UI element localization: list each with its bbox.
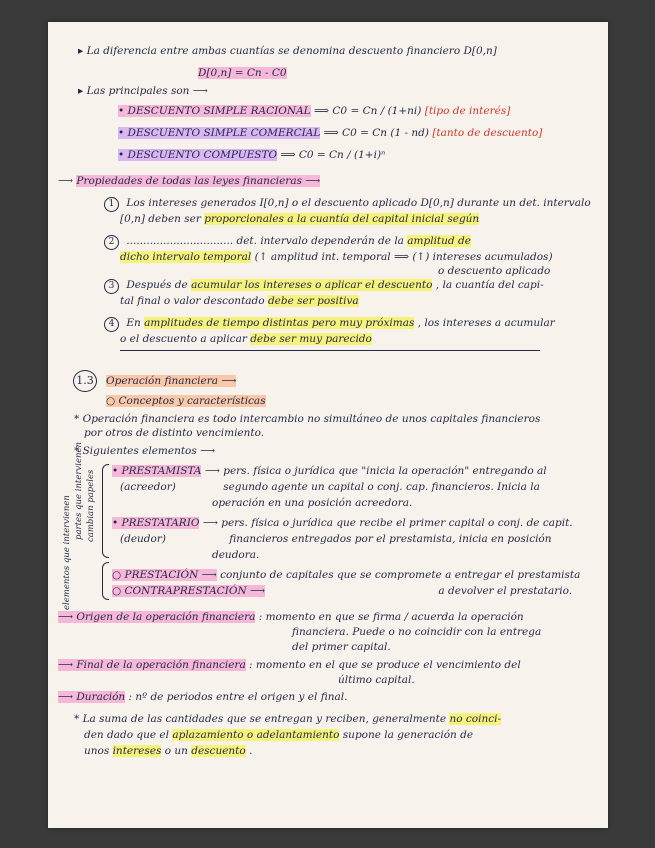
highlight: aplazamiento o adelantamiento [172, 729, 340, 741]
text: , la cuantía del capi- [435, 279, 544, 291]
text: . [249, 745, 253, 757]
number-circle: 2 [104, 235, 119, 250]
text-line [78, 84, 208, 98]
term: ⟶ Final de la operación financiera [58, 659, 246, 671]
text-line [74, 712, 501, 726]
term: ⟶ Duración [58, 691, 126, 703]
text: supone la generación de [342, 729, 474, 741]
formula [198, 66, 287, 80]
heading-text: Operación financiera ⟶ [106, 375, 237, 387]
text-line [104, 234, 471, 250]
text-line [212, 496, 412, 510]
highlight: no coinci- [449, 713, 501, 725]
highlight: proporcionales a la cuantía del capital inicial según [204, 213, 480, 225]
text-line [112, 464, 547, 478]
text-line [118, 148, 385, 162]
section-number: 1.3 [73, 370, 97, 392]
brace [102, 464, 109, 558]
formula: ⟹ C0 = Cn / (1+i)ⁿ [280, 149, 386, 161]
text: ⟶ pers. física o jurídica que "inicia la operación" entregando al [204, 465, 547, 477]
text: (↑ amplitud int. temporal ⟹ (↑) intereses acumulados) [254, 251, 553, 263]
text: tal final o valor descontado [120, 295, 268, 307]
text-line [120, 294, 359, 308]
side-label: partes que intervienen [74, 442, 84, 540]
text: * Siguientes elementos ⟶ [74, 445, 216, 457]
highlight: intereses [112, 745, 162, 757]
text: segundo agente un capital o conj. cap. financieros. Inicia la [223, 481, 540, 493]
text-line [84, 728, 473, 742]
highlight: amplitud de [407, 235, 471, 247]
text-line [58, 610, 524, 624]
number-circle: 1 [104, 197, 119, 212]
highlight: debe ser muy parecido [250, 333, 372, 345]
text-line [74, 412, 540, 426]
brace [102, 562, 109, 600]
notebook-page [48, 22, 608, 828]
text-line [58, 658, 521, 672]
heading-text: Propiedades de todas las leyes financieras ⟶ [76, 175, 321, 187]
text: o el descuento a aplicar [120, 333, 251, 345]
text: financiera. Puede o no coincidir con la entrega [292, 626, 542, 638]
text-line [120, 250, 553, 264]
discount-type: • DESCUENTO SIMPLE RACIONAL [118, 105, 311, 117]
text: (deudor) [120, 533, 166, 545]
formula: ⟹ C0 = Cn / (1+ni) [314, 105, 422, 117]
side-label: cambian papeles [86, 469, 96, 542]
text: ................................ det. intervalo dependerán de la [126, 235, 408, 247]
text: o un [164, 745, 192, 757]
text: den dado que el [84, 729, 173, 741]
discount-type: • DESCUENTO COMPUESTO [118, 149, 278, 161]
text: ⟶ pers. física o jurídica que recibe el primer capital o conj. de capit. [202, 517, 573, 529]
text: a devolver el prestatario. [438, 585, 573, 597]
text-line [74, 444, 215, 458]
text: [0,n] deben ser [120, 213, 205, 225]
text-line [78, 44, 497, 58]
text-line [58, 690, 347, 704]
text-line [104, 316, 555, 332]
text-line [112, 516, 573, 530]
text-line [112, 568, 580, 582]
note: [tipo de interés] [424, 105, 511, 117]
number-circle: 4 [104, 317, 119, 332]
text: financieros entregados por el prestamista, inicia en posición [229, 533, 552, 545]
subheading-text: ○ Conceptos y características [106, 395, 266, 407]
text-line [212, 548, 259, 562]
text-line [438, 264, 550, 278]
text: último capital. [338, 674, 415, 686]
subheading [106, 394, 266, 408]
highlight: amplitudes de tiempo distintas pero muy próximas [144, 317, 415, 329]
text: deudora. [212, 549, 260, 561]
highlight: dicho intervalo temporal [120, 251, 252, 263]
text: * La suma de las cantidades que se entregan y reciben, generalmente [74, 713, 450, 725]
text: del primer capital. [292, 641, 391, 653]
text: : momento en que se firma / acuerda la operación [258, 611, 524, 623]
text: conjunto de capitales que se compromete a entregar el prestamista [220, 569, 581, 581]
term: ○ CONTRAPRESTACIÓN ⟶ [112, 585, 266, 597]
text: por otros de distinto vencimiento. [84, 427, 265, 439]
text-line [112, 584, 572, 598]
underline-rule [120, 350, 540, 351]
text: Después de [126, 279, 192, 291]
side-label: elementos que intervienen [62, 495, 72, 610]
term: • PRESTATARIO [112, 517, 200, 529]
arrow: ⟶ [58, 175, 74, 187]
text: (acreedor) [120, 481, 176, 493]
text-line [118, 126, 542, 140]
text-line [292, 640, 391, 654]
text-line [104, 196, 591, 212]
text: , los intereses a acumular [417, 317, 555, 329]
number-circle: 3 [104, 279, 119, 294]
text-line [84, 744, 252, 758]
highlight: descuento [191, 745, 246, 757]
term: ○ PRESTACIÓN ⟶ [112, 569, 217, 581]
text-line [118, 104, 510, 118]
text: o descuento aplicado [438, 265, 551, 277]
note: [tanto de descuento] [432, 127, 543, 139]
discount-type: • DESCUENTO SIMPLE COMERCIAL [118, 127, 321, 139]
text-line [338, 673, 415, 687]
term: ⟶ Origen de la operación financiera [58, 611, 256, 623]
text-line [104, 278, 544, 294]
text: unos [84, 745, 113, 757]
text-line [120, 332, 372, 346]
text-line [120, 532, 552, 546]
text: * Operación financiera es todo intercambio no simultáneo de unos capitales financieros [74, 413, 541, 425]
text: : momento en el que se produce el vencimiento del [249, 659, 521, 671]
text: ▸ La diferencia entre ambas cuantías se denomina descuento financiero D[0,n] [78, 45, 497, 57]
text-line [292, 625, 541, 639]
text-line [120, 480, 540, 494]
highlight: debe ser positiva [267, 295, 359, 307]
text-line [84, 426, 264, 440]
formula-highlight: D[0,n] = Cn - C0 [198, 67, 287, 79]
text-line [120, 212, 479, 226]
formula: ⟹ C0 = Cn (1 - nd) [323, 127, 429, 139]
section-heading [58, 174, 320, 188]
section-heading [106, 374, 236, 388]
text: En [126, 317, 145, 329]
highlight: acumular los intereses o aplicar el descuento [191, 279, 433, 291]
text: operación en una posición acreedora. [212, 497, 413, 509]
text: ▸ Las principales son ⟶ [78, 85, 208, 97]
text: Los intereses generados I[0,n] o el descuento aplicado D[0,n] durante un det. intervalo [126, 197, 591, 209]
text: : nº de periodos entre el origen y el final. [128, 691, 348, 703]
term: • PRESTAMISTA [112, 465, 202, 477]
